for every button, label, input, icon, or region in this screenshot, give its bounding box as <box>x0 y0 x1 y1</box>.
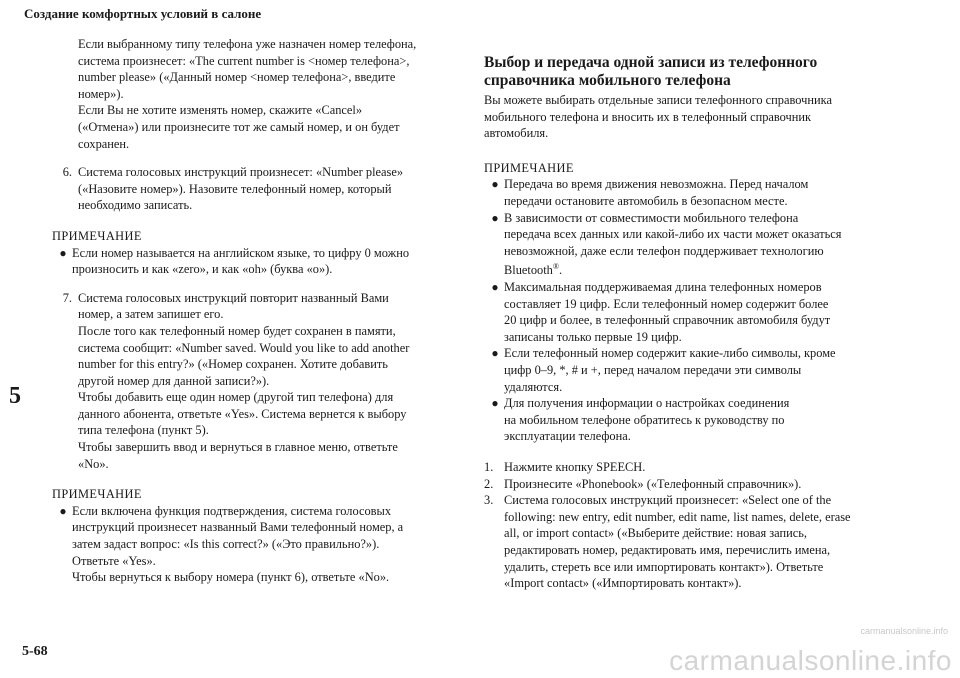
text-line: удаляются. <box>504 379 563 394</box>
text-line: Если включена функция подтверждения, система голосовых <box>72 503 392 518</box>
text-line: мобильного телефона и вносить их в телефонный справочник <box>484 109 812 124</box>
text-line: Если Вы не хотите изменять номер, скажите «Cancel» <box>78 103 363 118</box>
bullet-icon: ● <box>491 210 499 225</box>
text-line: автомобиля. <box>484 126 549 141</box>
text-line: Чтобы вернуться к выбору номера (пункт 6), ответьте «No». <box>72 570 390 585</box>
text-line: передачи остановите автомобиль в безопасном месте. <box>504 193 788 208</box>
note-bullet <box>486 279 914 345</box>
step-6 <box>52 164 464 214</box>
right-column <box>484 36 914 592</box>
bullet-icon: ● <box>491 177 499 192</box>
text-line: Ответьте «Yes». <box>72 553 156 568</box>
step-number: 2. <box>484 476 494 491</box>
text-line: невозможной, даже если телефон поддерживает технологию <box>504 243 824 258</box>
note-1-bullets <box>52 245 464 278</box>
text-line: number for this entry?» («Номер сохранен. Хотите добавить <box>78 357 388 372</box>
note-bullet <box>54 245 464 278</box>
note-bullet <box>486 345 914 395</box>
text-line: Максимальная поддерживаемая длина телефонных номеров <box>504 280 822 295</box>
text-line: эксплуатации телефона. <box>504 429 631 444</box>
text-line: all, or import contact» («Выберите действие: новая запись, <box>504 526 808 541</box>
text-line: Для получения информации о настройках соединения <box>504 396 790 411</box>
heading-line: справочника мобильного телефона <box>484 72 731 89</box>
section-heading <box>484 54 914 90</box>
step-3 <box>484 492 914 592</box>
watermark: carmanualsonline.info <box>669 645 952 676</box>
step-number: 1. <box>484 460 494 474</box>
note-label: ПРИМЕЧАНИЕ <box>484 160 574 175</box>
text-line: Вы можете выбирать отдельные записи телефонного справочника <box>484 93 832 107</box>
text-line: типа телефона (пункт 5). <box>78 423 209 438</box>
bullet-icon: ● <box>491 346 499 361</box>
left-column <box>52 36 464 586</box>
bluetooth-word: Bluetooth <box>504 263 553 278</box>
note-bullet <box>54 503 464 586</box>
step-number: 6. <box>62 165 72 180</box>
text-line: («Назовите номер»). Назовите телефонный номер, который <box>78 181 392 196</box>
note-bullets <box>484 176 914 445</box>
bullet-icon: ● <box>491 396 499 411</box>
text-line: цифр 0–9, *, # и +, перед началом передачи эти символы <box>504 363 802 378</box>
chapter-number: 5 <box>9 382 21 409</box>
note-bullet <box>486 210 914 280</box>
text-line: Система голосовых инструкций произнесет: «Select one of the <box>504 493 832 508</box>
text-line: Нажмите кнопку SPEECH. <box>504 460 646 474</box>
text-line: following: new entry, edit number, edit name, list names, delete, erase <box>504 509 851 524</box>
intro-paragraph <box>484 92 914 142</box>
running-header: Создание комфортных условий в салоне <box>24 6 262 21</box>
text-line: После того как телефонный номер будет сохранен в памяти, <box>78 323 396 338</box>
text-line: number please» («Данный номер <номер телефона>, введите <box>78 70 396 85</box>
text-line: записаны только первые 19 цифр. <box>504 329 682 344</box>
text-line: «Import contact» («Импортировать контакт»). <box>504 576 742 591</box>
note-2-bullets <box>52 503 464 586</box>
text-line: произносить и как «zero», и как «oh» (буква «о»). <box>72 262 333 277</box>
text-line: Чтобы завершить ввод и вернуться в главное меню, ответьте <box>78 440 398 455</box>
bullet-icon: ● <box>491 280 499 295</box>
text-line: система сообщит: «Number saved. Would you like to add another <box>78 340 410 355</box>
step-1 <box>484 459 914 476</box>
text-line: Чтобы добавить еще один номер (другой тип телефона) для <box>78 390 394 405</box>
registered-mark: ® <box>552 262 559 272</box>
text-line: В зависимости от совместимости мобильного телефона <box>504 210 799 225</box>
intro-block <box>52 36 464 152</box>
heading-line: Выбор и передача одной записи из телефонного <box>484 54 818 71</box>
step-2 <box>484 476 914 493</box>
bullet-icon: ● <box>59 245 67 260</box>
text-line: Если выбранному типу телефона уже назначен номер телефона, <box>78 37 417 51</box>
text-line: система произнесет: «The current number is <номер телефона>, <box>78 53 410 68</box>
text-line: номер, а затем запишет его. <box>78 307 224 322</box>
step-number: 7. <box>62 290 72 305</box>
page-number: 5-68 <box>22 644 48 659</box>
text-line: редактировать номер, редактировать имя, перечислить имена, <box>504 542 831 557</box>
watermark-small: carmanualsonline.info <box>860 626 948 636</box>
note-bullet <box>486 395 914 445</box>
text-line: сохранен. <box>78 136 130 151</box>
step-7 <box>52 290 464 473</box>
text-line: затем задаст вопрос: «Is this correct?» («Это правильно?»). <box>72 537 380 552</box>
text-line: другой номер для данной записи?»). <box>78 373 270 388</box>
note-bullet <box>486 176 914 209</box>
period: . <box>558 263 563 278</box>
text-line <box>504 259 914 279</box>
text-line: Если номер называется на английском языке, то цифру 0 можно <box>72 245 410 260</box>
text-line: «No». <box>78 456 109 471</box>
text-line: Передача во время движения невозможна. Перед началом <box>504 177 809 192</box>
text-line: на мобильном телефоне обратитесь к руководству по <box>504 412 785 427</box>
text-line: данного абонента, ответьте «Yes». Система вернется к выбору <box>78 406 407 421</box>
text-line: 20 цифр и более, в телефонный справочник автомобиля будут <box>504 313 831 328</box>
text-line: Если телефонный номер содержит какие-либо символы, кроме <box>504 346 836 361</box>
note-label: ПРИМЕЧАНИЕ <box>52 487 142 502</box>
text-line: необходимо записать. <box>78 198 193 213</box>
text-line: составляет 19 цифр. Если телефонный номер содержит более <box>504 296 829 311</box>
text-line: Произнесите «Phonebook» («Телефонный справочник»). <box>504 476 802 491</box>
bullet-icon: ● <box>59 503 67 518</box>
chapter-tab <box>0 356 30 436</box>
text-line: номер»). <box>78 86 124 101</box>
steps-list <box>484 459 914 592</box>
step-number: 3. <box>484 493 494 508</box>
text-line: удалить, стереть все или импортировать контакт»). Ответьте <box>504 559 824 574</box>
text-line: передача всех данных или какой-либо их части может оказаться <box>504 227 842 242</box>
text-line: инструкций произнесет названный Вами телефонный номер, а <box>72 520 404 535</box>
text-line: («Отмена») или произнесите тот же самый номер, и он будет <box>78 119 400 134</box>
note-label: ПРИМЕЧАНИЕ <box>52 228 142 243</box>
text-line: Система голосовых инструкций повторит названный Вами <box>78 290 389 305</box>
text-line: Система голосовых инструкций произнесет: «Number please» <box>78 165 404 180</box>
